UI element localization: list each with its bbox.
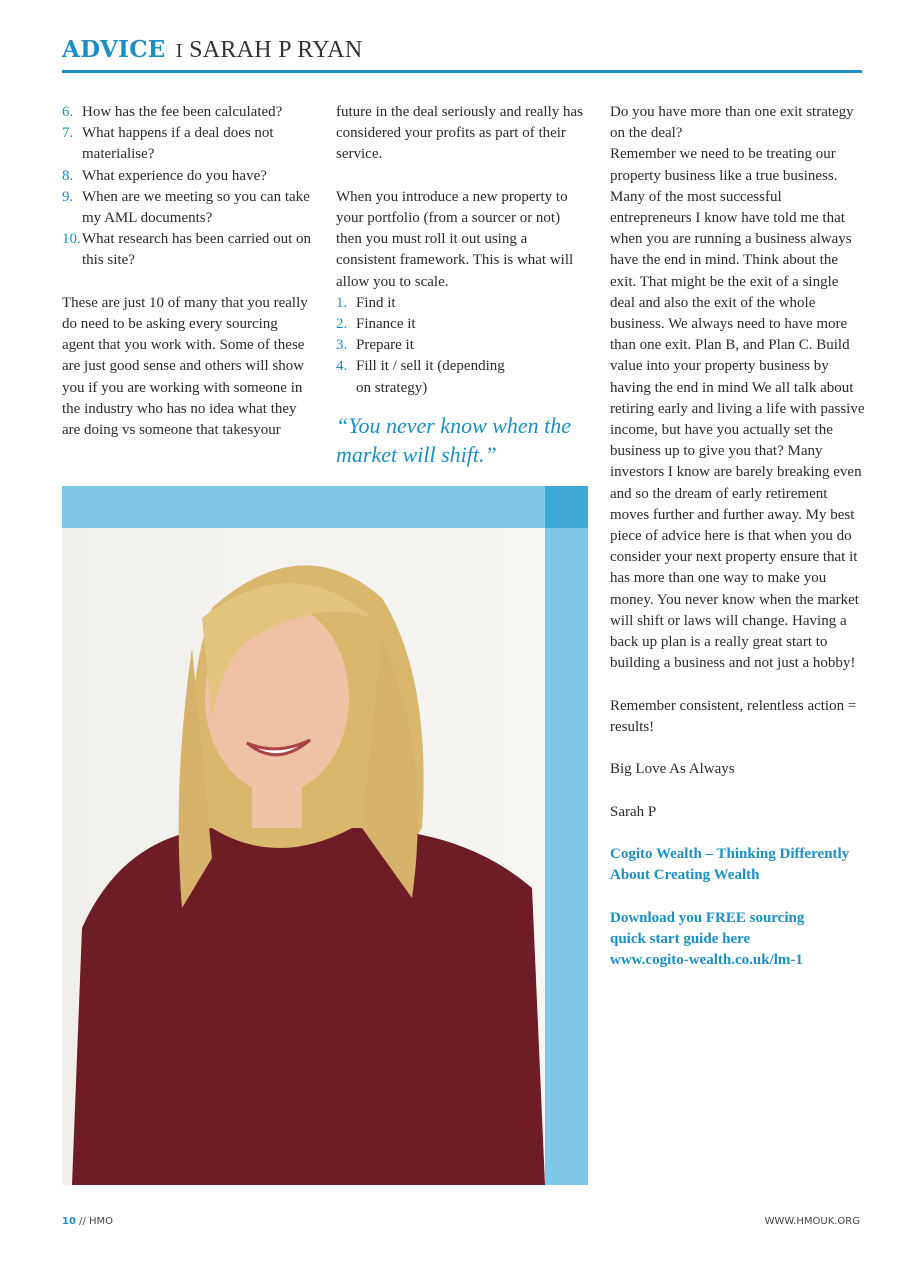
list-text: Fill it / sell it (depending on strategy) [356,358,505,396]
list-item [336,335,586,356]
list-item [62,166,312,187]
section-title: ADVICE [62,36,166,63]
list-item [62,123,312,165]
list-text: What research has been carried out on this site? [82,231,312,269]
body-paragraph: future in the deal seriously and really has considered your profits as part of their service. [336,104,584,163]
photo-top-band [62,486,545,528]
list-number: 3. [336,337,348,354]
list-item [62,187,312,229]
page-header [62,36,363,64]
list-number: 8. [62,167,74,184]
column-1 [62,102,312,441]
page-number: 10 [62,1216,76,1227]
list-text: Find it [356,294,396,311]
download-text: Download you FREE sourcing quick start guide here [610,909,805,947]
list-text: When are we meeting so you can take my AML documents? [82,188,310,227]
list-number: 4. [336,358,348,375]
body-paragraph: Do you have more than one exit strategy on the deal? [610,104,854,142]
magazine-name: // HMO [75,1216,114,1227]
list-number: 2. [336,316,348,333]
photo-side-strip [545,528,588,1185]
body-paragraph: When you introduce a new property to your portfolio (from a sourcer or not) then you must roll it out using a consistent framework. This is what will allow you to scale. [336,188,574,290]
list-item [336,293,586,314]
list-number: 10. [62,231,81,248]
photo-corner-square [545,486,588,528]
list-text: How has the fee been calculated? [82,104,283,120]
list-number: 6. [62,104,74,120]
download-link[interactable]: www.cogito-wealth.co.uk/lm-1 [610,952,803,969]
list-item [336,356,586,398]
list-text: What experience do you have? [82,167,267,184]
body-paragraph: Remember consistent, relentless action = results! [610,697,857,735]
list-item [62,229,312,271]
signature: Sarah P [610,803,657,820]
list-text: What happens if a deal does not materialise? [82,125,274,163]
footer-left [62,1216,113,1227]
author-name: SARAH P RYAN [189,37,363,63]
header-rule [62,70,862,73]
pull-quote: “You never know when the market will shift.” [336,412,572,467]
list-number: 7. [62,125,74,142]
footer-site: WWW.HMOUK.ORG [764,1216,860,1227]
list-item [336,314,586,335]
author-photo [62,528,545,1185]
company-tagline: Cogito Wealth – Thinking Differently About Creating Wealth [610,846,850,884]
list-text: Prepare it [356,337,414,354]
column-2 [336,102,586,469]
body-paragraph: Big Love As Always [610,761,735,778]
list-text: Finance it [356,316,416,333]
list-item [62,102,312,123]
column-3 [610,102,865,971]
portrait-illustration [62,528,545,1185]
list-number: 9. [62,188,74,205]
body-paragraph: These are just 10 of many that you really do need to be asking every sourcing agent that you work with. Some of these are just good sense and others will show you if you are working with someone in the industry who has no idea what they are doing vs someone that takesyour [62,294,308,439]
header-separator: I [175,41,184,62]
body-paragraph: Remember we need to be treating our property business like a true business. Many of the most successful entrepreneurs I know have told me that when you are running a business always have the end in mind. Think about the exit. That might be the exit of a single deal and also the exit of the whole business. We always need to have more than one exit. Plan B, and Plan C. Build value into your property business by having the end in mind We all talk about retiring early and living a life with passive income, but have you actually set the business up to give you that? Many investors I know are barely breaking even and so the dream of early retirement moves further and further away. My best piece of advice here is that when you do consider your next property ensure that it has more than one way to make you money. You never know when the market will shift or laws will change. Having a back up plan is a really great start to building a business and not just a hobby! [610,146,865,672]
list-number: 1. [336,294,348,311]
